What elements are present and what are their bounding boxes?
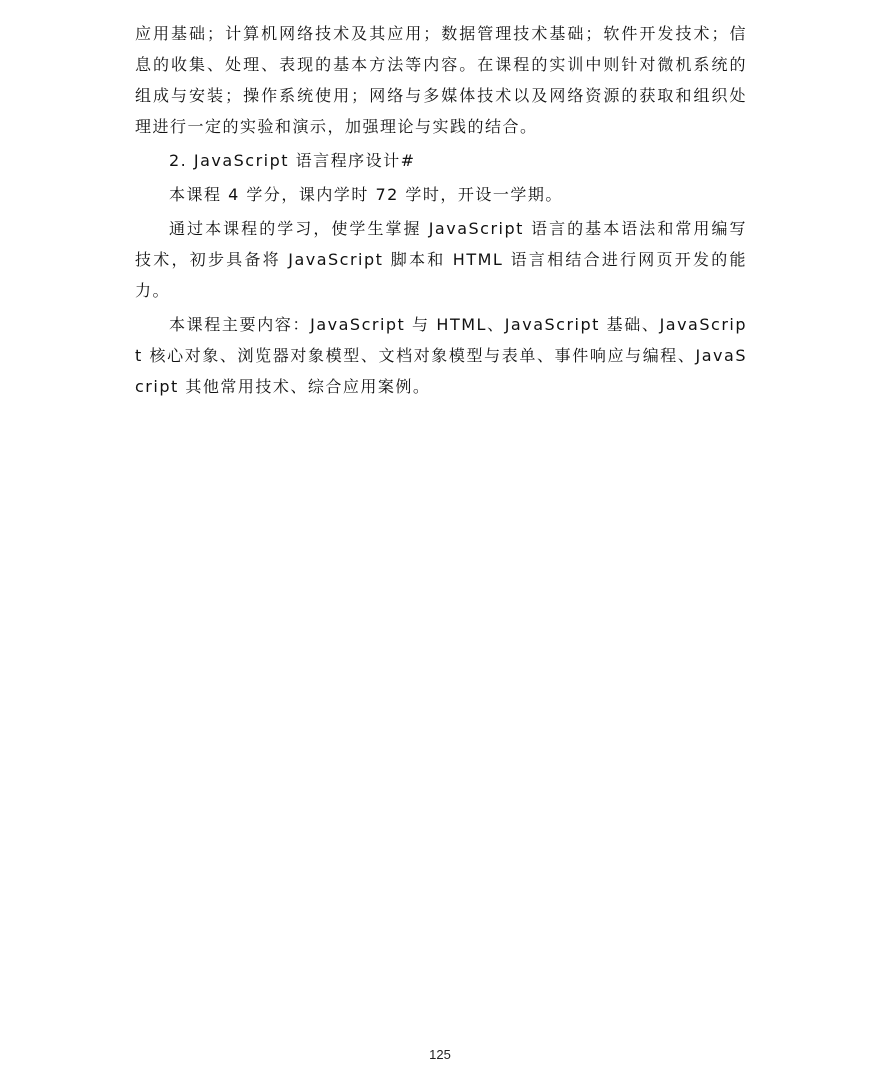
paragraph-main-content: 本课程主要内容：JavaScript 与 HTML、JavaScript 基础、JavaScript 核心对象、浏览器对象模型、文档对象模型与表单、事件响应与编程、JavaScript 其他常用技术、综合应用案例。 xyxy=(135,315,747,396)
paragraph-credits: 本课程 4 学分，课内学时 72 学时，开设一学期。 xyxy=(169,185,563,204)
paragraph-course-content-continued: 应用基础；计算机网络技术及其应用；数据管理技术基础；软件开发技术；信息的收集、处理、表现的基本方法等内容。在课程的实训中则针对微机系统的组成与安装；操作系统使用；网络与多媒体技术以及网络资源的获取和组织处理进行一定的实验和演示，加强理论与实践的结合。 xyxy=(135,24,747,136)
paragraph-objectives: 通过本课程的学习，使学生掌握 JavaScript 语言的基本语法和常用编写技术，初步具备将 JavaScript 脚本和 HTML 语言相结合进行网页开发的能力。 xyxy=(135,219,747,300)
document-body xyxy=(135,18,747,402)
section-heading-javascript: 2. JavaScript 语言程序设计# xyxy=(169,151,416,170)
page-number: 125 xyxy=(429,1047,451,1062)
